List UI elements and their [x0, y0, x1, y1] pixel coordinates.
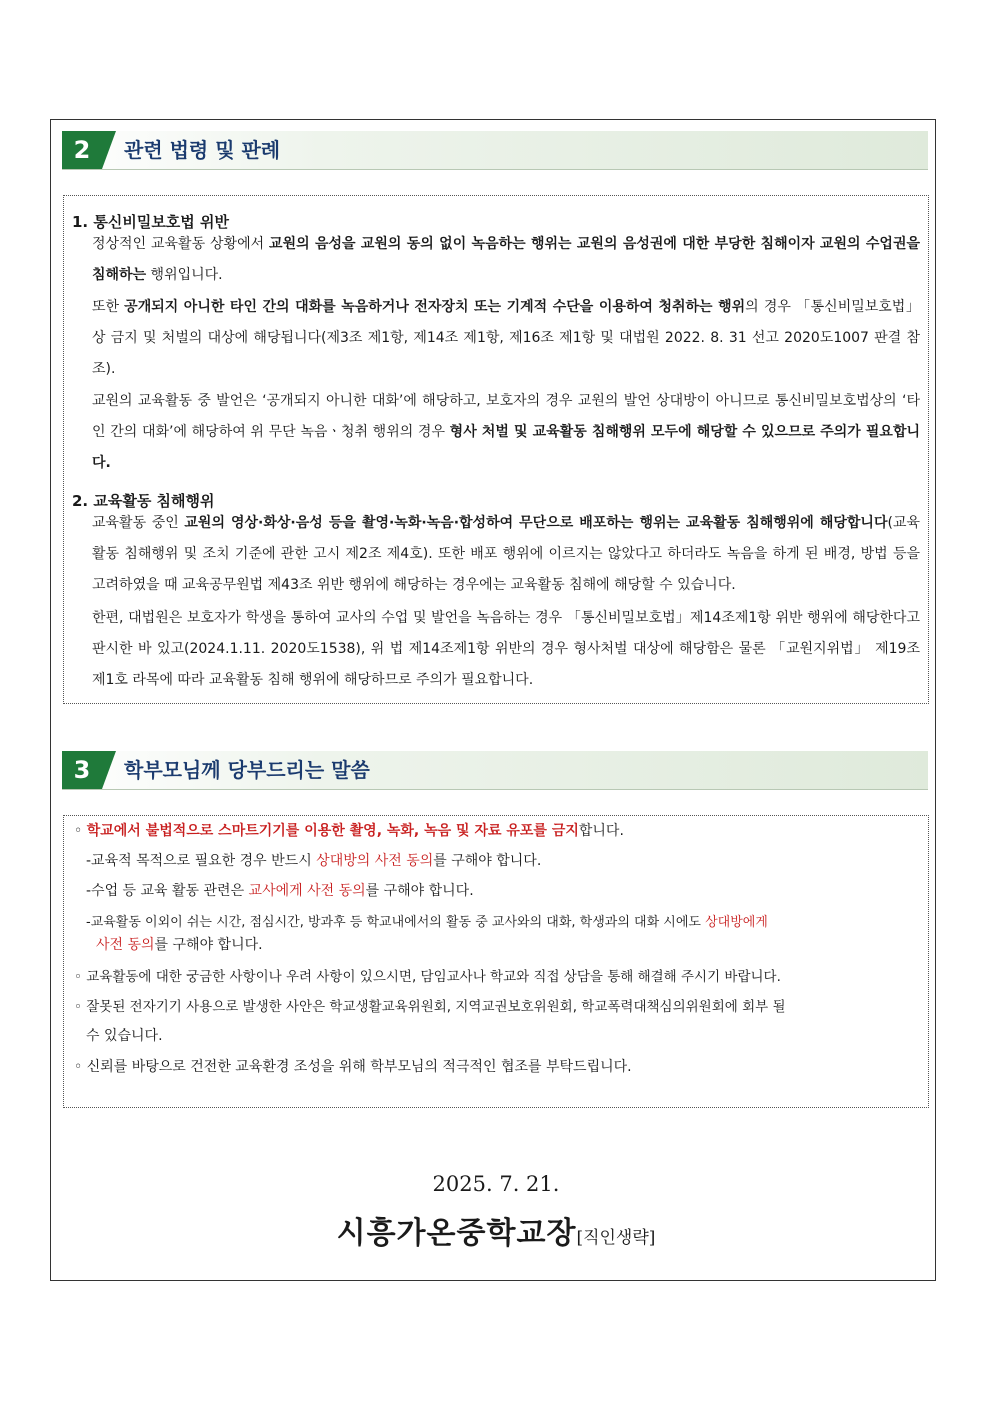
section-2-title: 관련 법령 및 판례	[124, 138, 281, 162]
text-span: 합니다.	[578, 823, 624, 839]
item-2-paragraph-1	[92, 508, 920, 601]
bold-span: 형사 처벌 및 교육활동 침해행위 모두에 해당할 수 있으므로 주의가 필요합니다.	[92, 424, 920, 471]
highlight-span: 교사에게 사전 동의	[248, 883, 366, 899]
bold-span: 교원의 음성을 교원의 동의 없이 녹음하는 행위는 교원의 음성권에 대한 부당한 침해이자 교원의 수업권을 침해하는	[92, 236, 920, 283]
text-span: -교육적 목적으로 필요한 경우 반드시	[86, 853, 317, 869]
highlight-span: 학교에서 불법적으로 스마트기기를 이용한 촬영, 녹화, 녹음 및 자료 유포를 금지	[86, 823, 579, 839]
signer-name: 시흥가온중학교장	[336, 1216, 577, 1251]
item-1-paragraph-1	[92, 229, 920, 291]
section-3-title: 학부모님께 당부드리는 말씀	[124, 758, 370, 782]
bullet-3: ◦ 잘못된 전자기기 사용으로 발생한 사안은 학교생활교육위원회, 지역교권보호위원회, 학교폭력대책심의위원회에 회부 될	[74, 999, 786, 1015]
text-span: ◦	[74, 823, 87, 839]
text-span: 의 경우 「통신비밀보호법」상 금지 및 처벌의 대상에 해당됩니다(제3조 제1항, 제14조 제1항, 제16조 제1항 및 대법원 2022. 8. 31 선고 2020도1007 판결 참조).	[92, 299, 920, 377]
section-3-slant	[102, 751, 116, 789]
sub-bullet-1	[86, 850, 541, 870]
text-span: 행위입니다.	[146, 267, 223, 283]
signature-line	[0, 1208, 992, 1252]
sub-bullet-3	[86, 911, 768, 930]
stamp-note: [직인생략]	[576, 1228, 656, 1248]
bold-span: 교원의 영상·화상·음성 등을 촬영·녹화·녹음·합성하여 무단으로 배포하는 행위는 교육활동 침해행위에 해당합니다	[184, 515, 888, 531]
section-3-number: 3	[62, 751, 102, 789]
text-span: 를 구해야 합니다.	[365, 883, 474, 899]
bullet-2: ◦ 교육활동에 대한 궁금한 사항이나 우려 사항이 있으시면, 담임교사나 학교와 직접 상담을 통해 해결해 주시기 바랍니다.	[74, 969, 781, 985]
text-span: (교육활동 침해행위 및 조치 기준에 관한 고시 제2조 제4호). 또한 배포 행위에 이르지는 않았다고 하더라도 녹음을 하게 된 배경, 방법 등을 고려하였을 때 교육공무원법 제43조 위반 행위에 해당하는 경우에는 교육활동 침해에 해당할 수 있습니다.	[92, 515, 920, 593]
section-2-header	[62, 131, 928, 170]
bold-span: 공개되지 아니한 타인 간의 대화를 녹음하거나 전자장치 또는 기계적 수단을 이용하여 청취하는 행위	[124, 299, 746, 315]
bullet-1	[74, 820, 624, 840]
item-1-paragraph-2	[92, 292, 920, 385]
section-3-header	[62, 751, 928, 790]
highlight-span: 상대방의 사전 동의	[316, 853, 434, 869]
issue-date: 2025. 7. 21.	[432, 1172, 560, 1196]
sub-bullet-3-cont	[96, 934, 263, 954]
item-2-paragraph-2: 한편, 대법원은 보호자가 학생을 통하여 교사의 수업 및 발언을 녹음하는 경우 「통신비밀보호법」제14조제1항 위반 행위에 해당한다고 판시한 바 있고(2024.1.11. 2020도1538), 위 법 제14조제1항 위반의 경우 형사처벌 대상에 해당함은 물론 「교원지위법」 제19조 제1호 라목에 따라 교육활동 침해 행위에 해당하므로 주의가 필요합니다.	[92, 610, 920, 688]
text-span: 또한	[92, 299, 125, 315]
highlight-span: 상대방에게	[705, 915, 768, 930]
section-2-number: 2	[62, 131, 102, 169]
bullet-4: ◦ 신뢰를 바탕으로 건전한 교육환경 조성을 위해 학부모님의 적극적인 협조를 부탁드립니다.	[74, 1059, 632, 1075]
text-span: 교원의 교육활동 중 발언은 ‘공개되지 아니한 대화’에 해당하고, 보호자의 경우 교원의 발언 상대방이 아니므로 통신비밀보호법상의 ‘타인 간의 대화’에 해당하여 위 무단 녹음ㆍ청취 행위의 경우	[92, 393, 920, 440]
text-span: 를 구해야 합니다.	[154, 937, 263, 953]
text-span: 교육활동 중인	[92, 515, 185, 531]
item-2-title: 2. 교육활동 침해행위	[72, 492, 215, 510]
section-2-slant	[102, 131, 116, 169]
text-span: -수업 등 교육 활동 관련은	[86, 883, 249, 899]
highlight-span: 사전 동의	[96, 937, 155, 953]
bullet-3-cont: 수 있습니다.	[86, 1028, 163, 1044]
text-span: 를 구해야 합니다.	[433, 853, 542, 869]
sub-bullet-2	[86, 880, 474, 900]
item-1-paragraph-3	[92, 386, 920, 479]
text-span: -교육활동 이외이 쉬는 시간, 점심시간, 방과후 등 학교내에서의 활동 중 교사와의 대화, 학생과의 대화 시에도	[86, 915, 706, 930]
text-span: 정상적인 교육활동 상황에서	[92, 236, 270, 252]
item-1-title: 1. 통신비밀보호법 위반	[72, 213, 229, 231]
